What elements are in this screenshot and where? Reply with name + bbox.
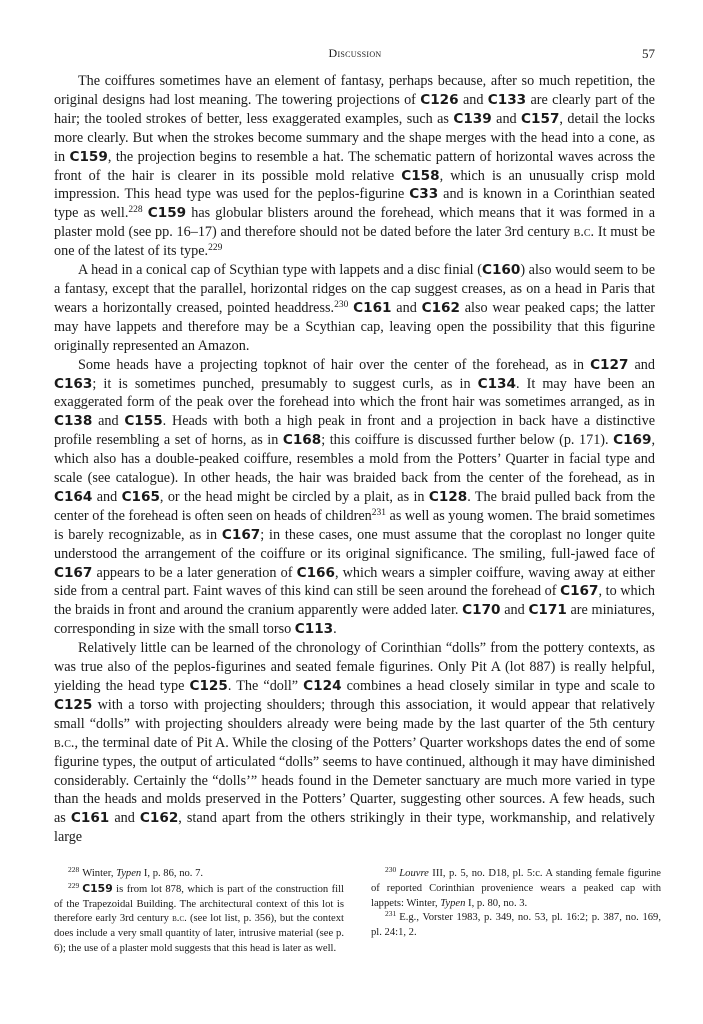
catalogue-ref: C155 (124, 413, 163, 430)
paragraph-3: Some heads have a projecting topknot of hair over the center of the forehead, as in C127 and C163; it is sometimes punched, presumably to suggest curls, as in C134. It may have been an exaggerated form of the peak over the forehead into which the front hair was sometimes arranged, as in C138 and C155. Heads with both a high peak in front and a projection in back have a distinctive profile resembling a set of horns, as in C168; this coiffure is discussed further below (p. 171). C169, which also has a double-peaked coiffure, resembles a mold from the Potters’ Quarter in facial type and scale (see catalogue). In other heads, the hair was braided back from the center of the forehead, as in C164 and C165, or the head might be circled by a plait, as in C128. The braid pulled back from the center of the forehead is often seen on heads of children$^{231}$ as well as young women. The braid sometimes is barely recognizable, as in C167; in these cases, one must assume that the coroplast no longer quite understood the arrangement of the coiffure or its original significance. The smiling, full-jawed face of C167 appears to be a later generation of C166, which wears a simpler coiffure, waving away at either side from a central part. Faint waves of this kind can still be seen around the forehead of C167, to which the braids in front and around the cranium apparently were added later. C170 and C171 are miniatures, corresponding in size with the small torso C113. (54, 356, 656, 638)
footnote-marker: 231 (385, 909, 397, 919)
catalogue-ref: C139 (453, 110, 492, 127)
catalogue-ref: C164 (54, 488, 93, 505)
paragraph-2: A head in a conical cap of Scythian type with lappets and a disc finial (C160) also would seem to be a fantasy, except that the parallel, horizontal ridges on the cap suggest creases, as on a head in Paris that wears a horizontally creased, pointed headdress.$^{230}$ C161 and C162 also wear peaked caps; the latter may have lappets and therefore may be a Scythian cap, leaving open the possibility that this figurine originally represented an Amazon. (54, 262, 655, 354)
italic-text: Typen (116, 868, 142, 879)
footnote-marker: 230 (385, 865, 397, 874)
catalogue-ref: C134 (477, 375, 516, 392)
catalogue-ref: C165 (121, 488, 160, 505)
page-number: 57 (642, 46, 655, 61)
catalogue-ref: C157 (521, 110, 560, 127)
footnote-marker: 229 (208, 243, 223, 254)
catalogue-ref: C171 (528, 602, 567, 619)
footnote-230: $^{230}$ Louvre III, p. 5, no. D18, pl. 5:c. A standing female figurine of reported Corinthian provenience wears a peaked cap with lappets: Winter, Typen I, p. 80, no. 3. (371, 865, 661, 909)
catalogue-ref: C162 (139, 810, 179, 827)
catalogue-ref: C159 (147, 205, 187, 222)
catalogue-ref: C160 (481, 262, 521, 279)
catalogue-ref: C161 (353, 299, 392, 316)
small-caps-text: b.c. (172, 913, 187, 925)
catalogue-ref: C159 (82, 881, 113, 895)
footnote-228: $^{228}$ Winter, Typen I, p. 86, no. 7. (68, 865, 204, 879)
footnote-marker: 230 (334, 299, 349, 310)
catalogue-ref: C133 (487, 91, 527, 108)
catalogue-ref: C126 (420, 91, 459, 108)
small-caps-text: b.c. (573, 224, 595, 241)
catalogue-ref: C113 (294, 621, 334, 638)
page-header (55, 46, 655, 66)
paragraph-4: Relatively little can be learned of the chronology of Corinthian “dolls” from the pottery contexts, as was true also of the peplos-figurines and seated female figurines. Only Pit A (lot 887) is really helpful, yielding the head type C125. The “doll” C124 combines a head closely similar in type and scale to C125 with a torso with projecting shoulders; through this association, it would appear that relatively small “dolls” with projecting shoulders already were being made by the last quarter of the 5th century b.c., the terminal date of Pit A. While the closing of the Potters’ Quarter workshops dates the end of some figurine types, the output of articulated “dolls” seems to have continued, although it may have diminished considerably. Certainly the “dolls’” heads found in the Demeter sanctuary are much more varied in type than the heads and molds preserved in the Potters’ Quarter, suggesting other sources. A few heads, such as C161 and C162, stand apart from the others strikingly in their type, workmanship, and relatively large (54, 640, 655, 846)
footnotes-right-column (371, 867, 661, 941)
catalogue-ref: C138 (54, 413, 93, 430)
footnotes-left-column (54, 867, 344, 957)
catalogue-ref: C161 (70, 810, 110, 827)
catalogue-ref: C163 (54, 375, 93, 392)
catalogue-ref: C167 (560, 583, 599, 600)
catalogue-ref: C128 (428, 488, 468, 505)
small-caps-text: b.c. (54, 734, 75, 751)
footnote-marker: 229 (68, 880, 80, 890)
catalogue-ref: C170 (462, 602, 501, 619)
paragraph-1: The coiffures sometimes have an element of fantasy, perhaps because, after so much repetition, the original designs had lost meaning. The towering projections of C126 and C133 are clearly part of the hair; the tooled strokes of better, less exaggerated examples, such as C139 and C157, detail the locks more clearly. But when the strokes become summary and the shape merges with the head into a cone, as in C159, the projection begins to resemble a hat. The schematic pattern of horizontal waves across the front of the hair is clearer in its possible mold relative C158, which is an unusually crisp mold impression. This head type was used for the peplos-figurine C33 and is known in a Corinthian seated type as well.$^{228}$ C159 has globular blisters around the forehead, which means that it was formed in a plaster mold (see pp. 16–17) and therefore should not be dated before the later 3rd century b.c. It must be one of the latest of its type.$^{229}$ (54, 73, 656, 260)
catalogue-ref: C162 (421, 299, 460, 316)
catalogue-ref: C169 (613, 432, 652, 449)
footnote-229: $^{229}$ C159 is from lot 878, which is part of the construction fill of the Trapezoidal Building. The architectural context of this lot is therefore early 3rd century b.c. (see lot list, p. 356), but the context does include a very small quantity of later, intrusive material (see p. 6); the use of a plaster mold suggests that this head is later as well. (54, 880, 344, 954)
footnote-marker: 231 (371, 507, 386, 518)
catalogue-ref: C159 (69, 148, 108, 165)
catalogue-ref: C124 (303, 678, 342, 694)
catalogue-ref: C127 (590, 356, 629, 373)
footnote-marker: 228 (68, 865, 80, 874)
catalogue-ref: C125 (54, 696, 93, 713)
catalogue-ref: C167 (54, 564, 93, 581)
running-head: Discussion (328, 46, 382, 60)
catalogue-ref: C166 (296, 564, 335, 581)
catalogue-ref: C167 (221, 526, 261, 543)
footnote-231: $^{231}$ E.g., Vorster 1983, p. 349, no. 53, pl. 16:2; p. 387, no. 169, pl. 24:1, 2. (371, 909, 661, 939)
italic-text: Louvre (399, 868, 429, 879)
catalogue-ref: C168 (282, 432, 322, 449)
body-text (54, 72, 655, 847)
footnote-marker: 228 (128, 205, 143, 216)
catalogue-ref: C125 (189, 678, 228, 694)
catalogue-ref: C158 (401, 167, 440, 184)
italic-text: Typen (440, 897, 466, 909)
catalogue-ref: C33 (409, 186, 439, 203)
